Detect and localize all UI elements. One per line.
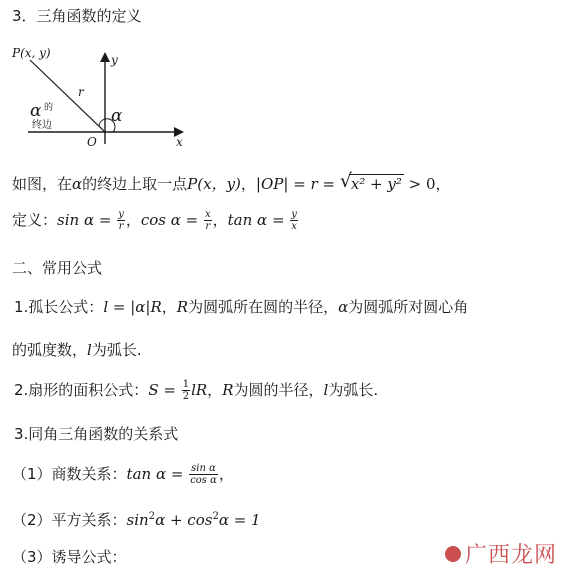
y-axis-label: y — [111, 53, 118, 67]
sqrt-expression: √ x² + y² — [340, 172, 404, 196]
frac-y-over-r: $\frac{y}{r}$ — [118, 209, 124, 232]
sector-area-formula: 2.扇形的面积公式：S = $\frac{1}{2}$ lR，R为圆的半径，l为弧长. — [14, 379, 379, 402]
frac-one-half: $\frac{1}{2}$ — [182, 379, 190, 402]
point-p-label: P(x, y) — [12, 46, 51, 60]
unit-angle-figure — [8, 40, 208, 150]
terminal-de-label: 的 — [44, 103, 54, 113]
square-relation: （2）平方关系：$\sin^2\alpha + \cos^2\alpha = 1$ — [12, 511, 261, 529]
origin-label: O — [87, 135, 97, 149]
arc-length-formula: 1.孤长公式：l = |α|R，R为圆弧所在圆的半径，α为圆弧所对圆心角 — [14, 298, 469, 316]
induction-formulas: （3）诱导公式： — [12, 548, 127, 566]
x-axis-label: x — [176, 135, 183, 149]
alpha-label: α — [111, 106, 123, 126]
identities-heading: 3.同角三角函数的关系式 — [14, 425, 179, 443]
watermark-logo-icon — [445, 546, 461, 562]
common-formulas-heading: 二、常用公式 — [12, 259, 103, 277]
frac-y-over-x: $\frac{y}{x}$ — [291, 209, 297, 232]
arc-length-formula-cont: 的弧度数，l为弧长. — [12, 341, 142, 359]
terminal-alpha-label: α — [30, 101, 42, 121]
watermark: 广西龙网 — [445, 538, 557, 569]
frac-sin-over-cos: $\frac{\text{sin α}}{\text{cos α}}$ — [190, 463, 217, 486]
quotient-relation: （1）商数关系：tan α = $\frac{\text{sin α}}{\text{cos α}}$ ， — [12, 463, 234, 486]
frac-x-over-r: $\frac{x}{r}$ — [205, 209, 211, 232]
definition-line: 定义：sin α = $\frac{y}{r}$ ，cos α = $\frac{x}{r}$ ，tan α = $\frac{y}{x}$ — [12, 209, 297, 232]
intro-line: 如图，在α的终边上取一点P(x，y)，|OP| = r = √ x² + y² > 0， — [12, 172, 451, 196]
terminal-side-label: 终边 — [32, 120, 52, 131]
section-title: 3．三角函数的定义 — [12, 7, 142, 25]
y-axis-arrow — [100, 52, 110, 62]
r-label: r — [78, 85, 84, 99]
